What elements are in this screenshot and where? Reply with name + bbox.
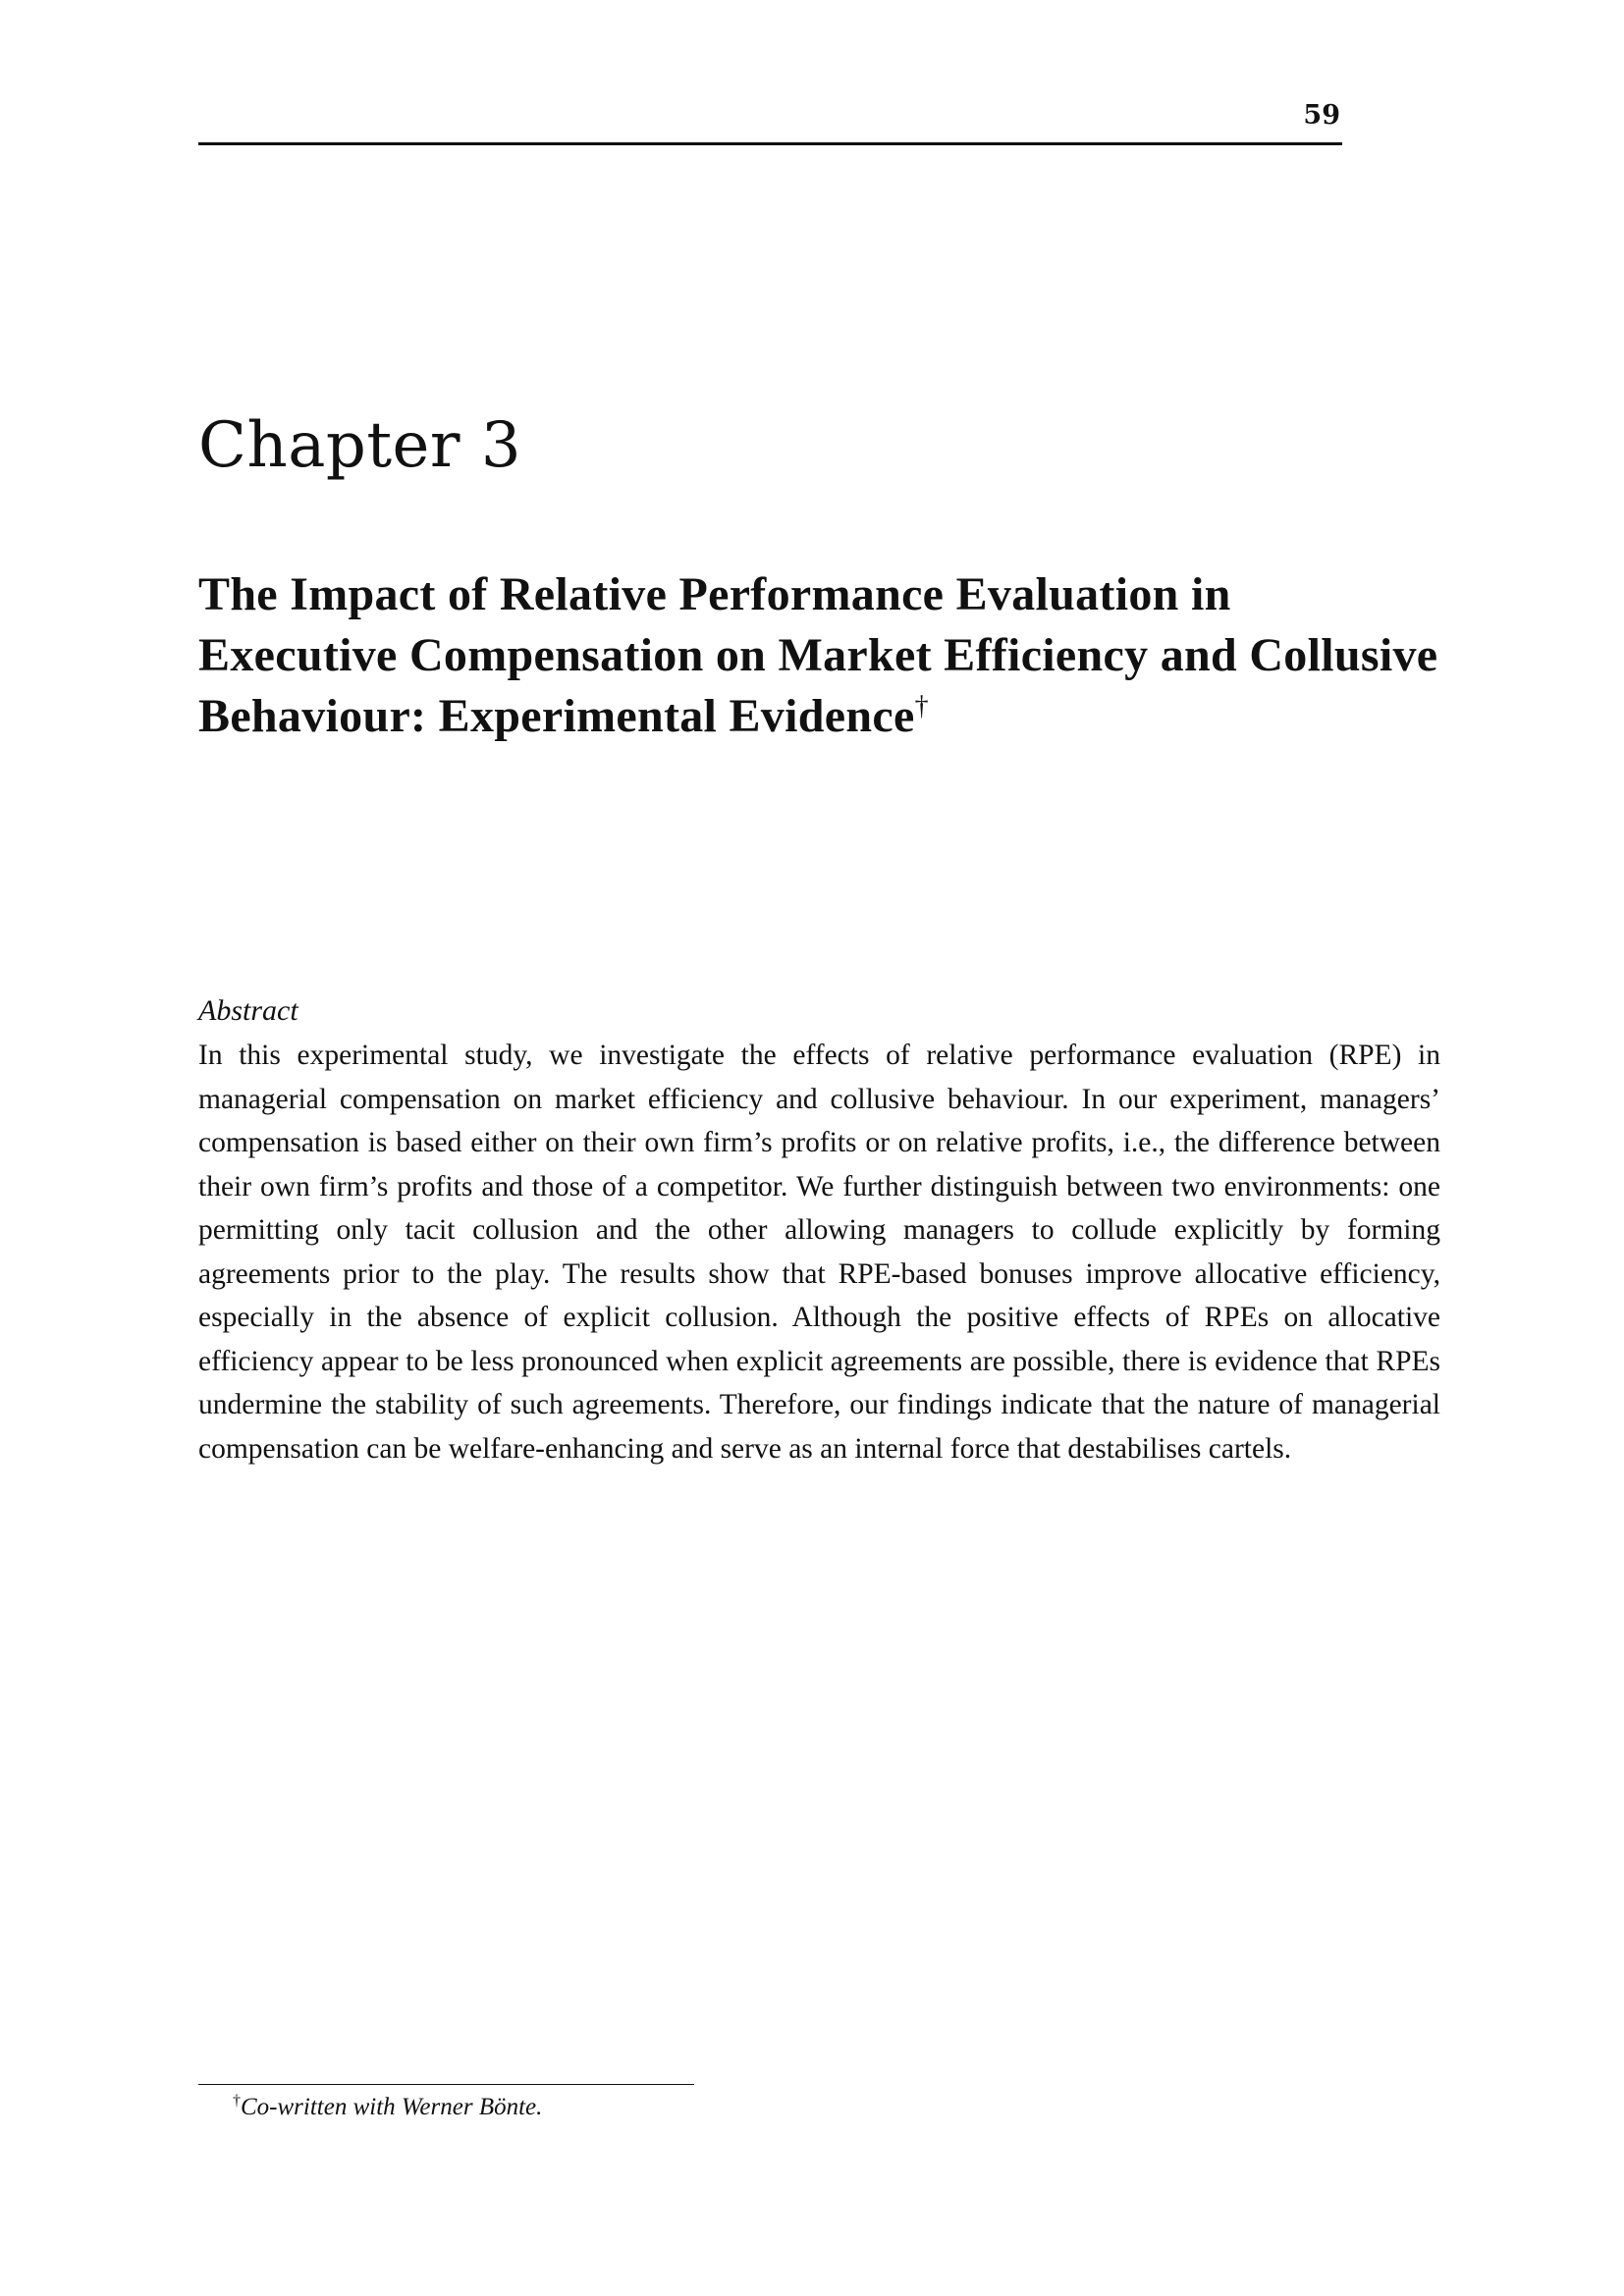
footnote-rule (198, 2084, 694, 2085)
header-rule (198, 142, 1342, 145)
chapter-heading: Chapter 3 (198, 409, 522, 482)
chapter-title-text: The Impact of Relative Performance Evaluation in Executive Compensation on Market Efficiency and Collusive Behaviour: Experimental Evidence (198, 568, 1438, 742)
chapter-title (198, 564, 1440, 747)
footnote-text: Co-written with Werner Bönte. (241, 2094, 543, 2120)
footnote-marker: † (233, 2092, 241, 2109)
footnote (233, 2091, 542, 2124)
abstract-body: In this experimental study, we investigate the effects of relative performance evaluation (RPE) in managerial compensation on market efficiency and collusive behaviour. In our experiment, managers’ compensation is based either on their own firm’s profits or on relative profits, i.e., the difference between their own firm’s profits and those of a competitor. We further distinguish between two environments: one permitting only tacit collusion and the other allowing managers to collude explicitly by forming agreements prior to the play. The results show that RPE-based bonuses improve allocative efficiency, especially in the absence of explicit collusion. Although the positive effects of RPEs on allocative efficiency appear to be less pronounced when explicit agreements are possible, there is evidence that RPEs undermine the stability of such agreements. Therefore, our findings indicate that the nature of managerial compensation can be welfare-enhancing and serve as an internal force that destabilises cartels. (198, 1040, 1440, 1465)
page-number: 59 (1303, 100, 1340, 131)
title-footnote-marker[interactable]: † (914, 691, 929, 721)
abstract-label: Abstract (198, 994, 298, 1027)
